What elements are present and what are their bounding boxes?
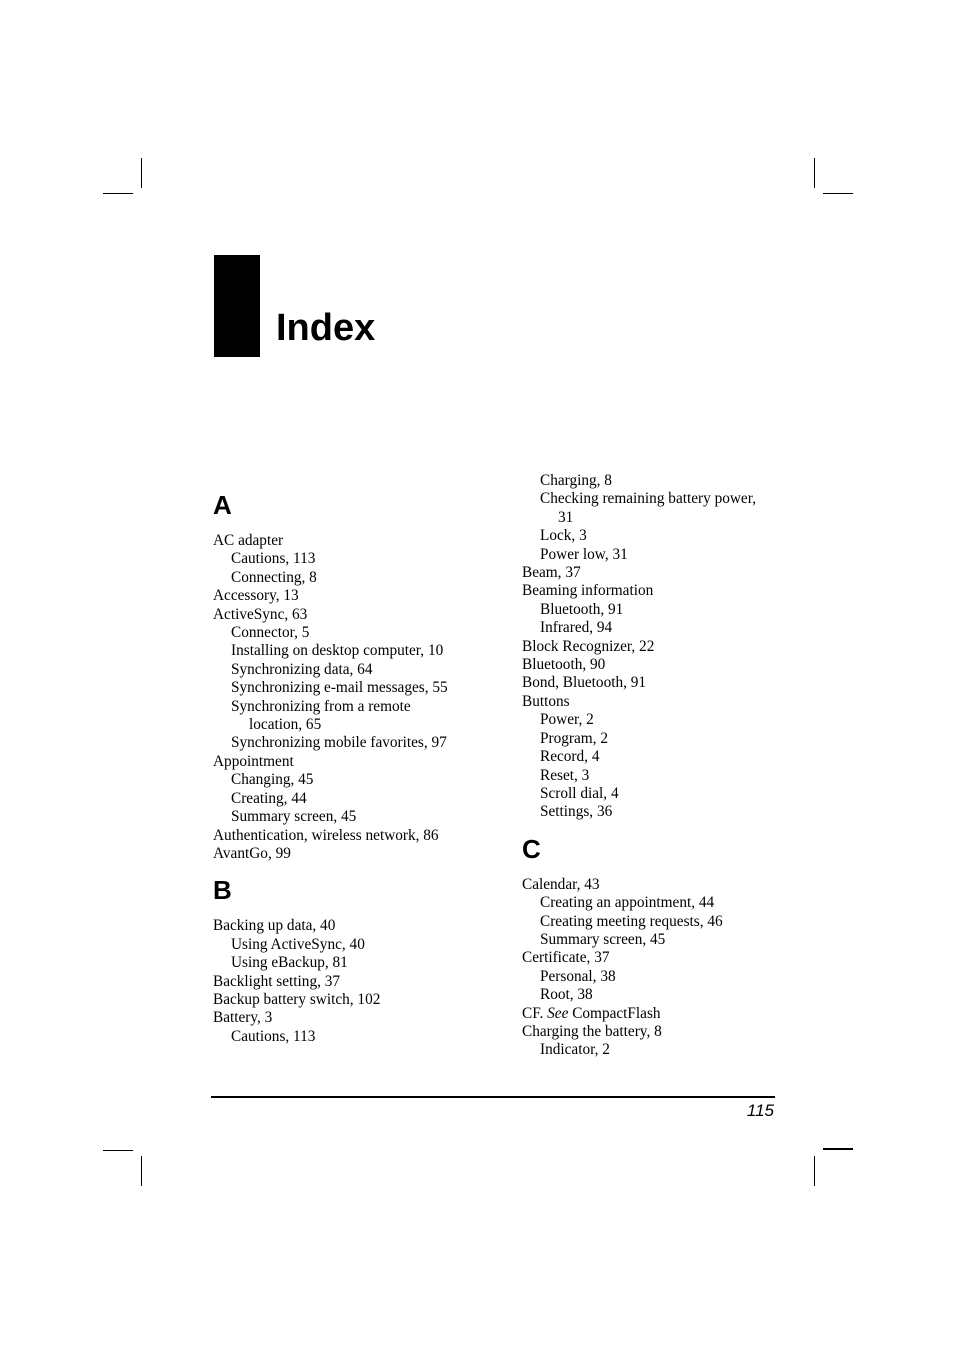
crop-mark	[141, 158, 142, 188]
index-subentry: Creating an appointment, 44	[540, 894, 715, 912]
index-subentry: Power low, 31	[540, 545, 628, 563]
index-entry: Beam, 37	[522, 564, 581, 582]
index-subentry: Checking remaining battery power,	[540, 490, 757, 508]
index-column-right	[522, 472, 792, 1060]
index-entry: Beaming information	[522, 582, 654, 600]
index-entry: Certificate, 37	[522, 949, 610, 967]
index-entry: AvantGo, 99	[213, 844, 291, 862]
chapter-marker-block	[214, 255, 260, 357]
index-column-left	[213, 472, 513, 1046]
index-subentry: Summary screen, 45	[540, 930, 666, 948]
index-subentry: Indicator, 2	[540, 1041, 610, 1059]
index-entry: Appointment	[213, 752, 294, 770]
index-entry: Accessory, 13	[213, 587, 299, 605]
chapter-title: Index	[276, 307, 376, 349]
index-subentry: Cautions, 113	[231, 1027, 316, 1045]
index-section-letter: C	[522, 833, 541, 864]
index-entry-continuation: 31	[558, 508, 574, 526]
index-entry: Calendar, 43	[522, 875, 600, 893]
index-subentry: Connecting, 8	[231, 568, 317, 586]
crop-mark	[103, 193, 133, 194]
crop-mark	[103, 1150, 133, 1151]
index-entry: Battery, 3	[213, 1009, 273, 1027]
index-subentry: Program, 2	[540, 729, 608, 747]
index-subentry: Lock, 3	[540, 527, 587, 545]
index-entry-cross-reference	[522, 1005, 792, 1023]
index-entry: ActiveSync, 63	[213, 605, 308, 623]
index-subentry: Personal, 38	[540, 967, 616, 985]
index-subentry: Reset, 3	[540, 766, 590, 784]
index-subentry: Record, 4	[540, 748, 600, 766]
index-entry: Bond, Bluetooth, 91	[522, 674, 647, 692]
see-reference-label: See	[547, 1004, 569, 1022]
crop-mark	[141, 1156, 142, 1186]
index-subentry: Synchronizing mobile favorites, 97	[231, 734, 447, 752]
index-entry: Backlight setting, 37	[213, 972, 341, 990]
index-section-letter: A	[213, 490, 232, 520]
index-subentry: Scroll dial, 4	[540, 784, 619, 802]
index-subentry: Synchronizing e-mail messages, 55	[231, 679, 448, 697]
index-entry-continuation: location, 65	[249, 716, 322, 734]
index-entry: Charging the battery, 8	[522, 1022, 662, 1040]
index-subentry: Connector, 5	[231, 624, 310, 642]
index-subentry: Charging, 8	[540, 472, 612, 489]
index-subentry: Synchronizing from a remote	[231, 697, 411, 715]
index-subentry: Installing on desktop computer, 10	[231, 642, 444, 660]
see-reference-target: CompactFlash	[568, 1004, 661, 1022]
index-subentry: Creating meeting requests, 46	[540, 912, 723, 930]
index-subentry: Root, 38	[540, 986, 593, 1004]
footer-rule	[211, 1096, 775, 1098]
crop-mark	[814, 1156, 815, 1186]
index-section-letter: B	[213, 875, 232, 906]
crop-mark	[814, 158, 815, 188]
index-entry: Backing up data, 40	[213, 917, 336, 935]
crop-mark	[823, 1148, 853, 1150]
index-entry: AC adapter	[213, 532, 284, 549]
crop-mark	[823, 193, 853, 194]
index-entry: Backup battery switch, 102	[213, 990, 381, 1008]
index-subentry: Power, 2	[540, 711, 594, 729]
index-subentry: Changing, 45	[231, 771, 314, 789]
index-subentry: Synchronizing data, 64	[231, 660, 373, 678]
index-subentry: Infrared, 94	[540, 619, 613, 637]
index-subentry: Using eBackup, 81	[231, 954, 348, 972]
index-subentry: Summary screen, 45	[231, 808, 357, 826]
index-subentry: Creating, 44	[231, 789, 307, 807]
index-entry-term: CF.	[522, 1004, 548, 1022]
index-entry: Buttons	[522, 692, 570, 710]
index-entry: Bluetooth, 90	[522, 656, 606, 674]
index-entry: Authentication, wireless network, 86	[213, 826, 439, 844]
index-subentry: Using ActiveSync, 40	[231, 935, 365, 953]
index-subentry: Cautions, 113	[231, 550, 316, 568]
page-number: 115	[746, 1101, 774, 1120]
index-subentry: Bluetooth, 91	[540, 600, 624, 618]
index-subentry: Settings, 36	[540, 803, 613, 821]
index-entry: Block Recognizer, 22	[522, 637, 655, 655]
